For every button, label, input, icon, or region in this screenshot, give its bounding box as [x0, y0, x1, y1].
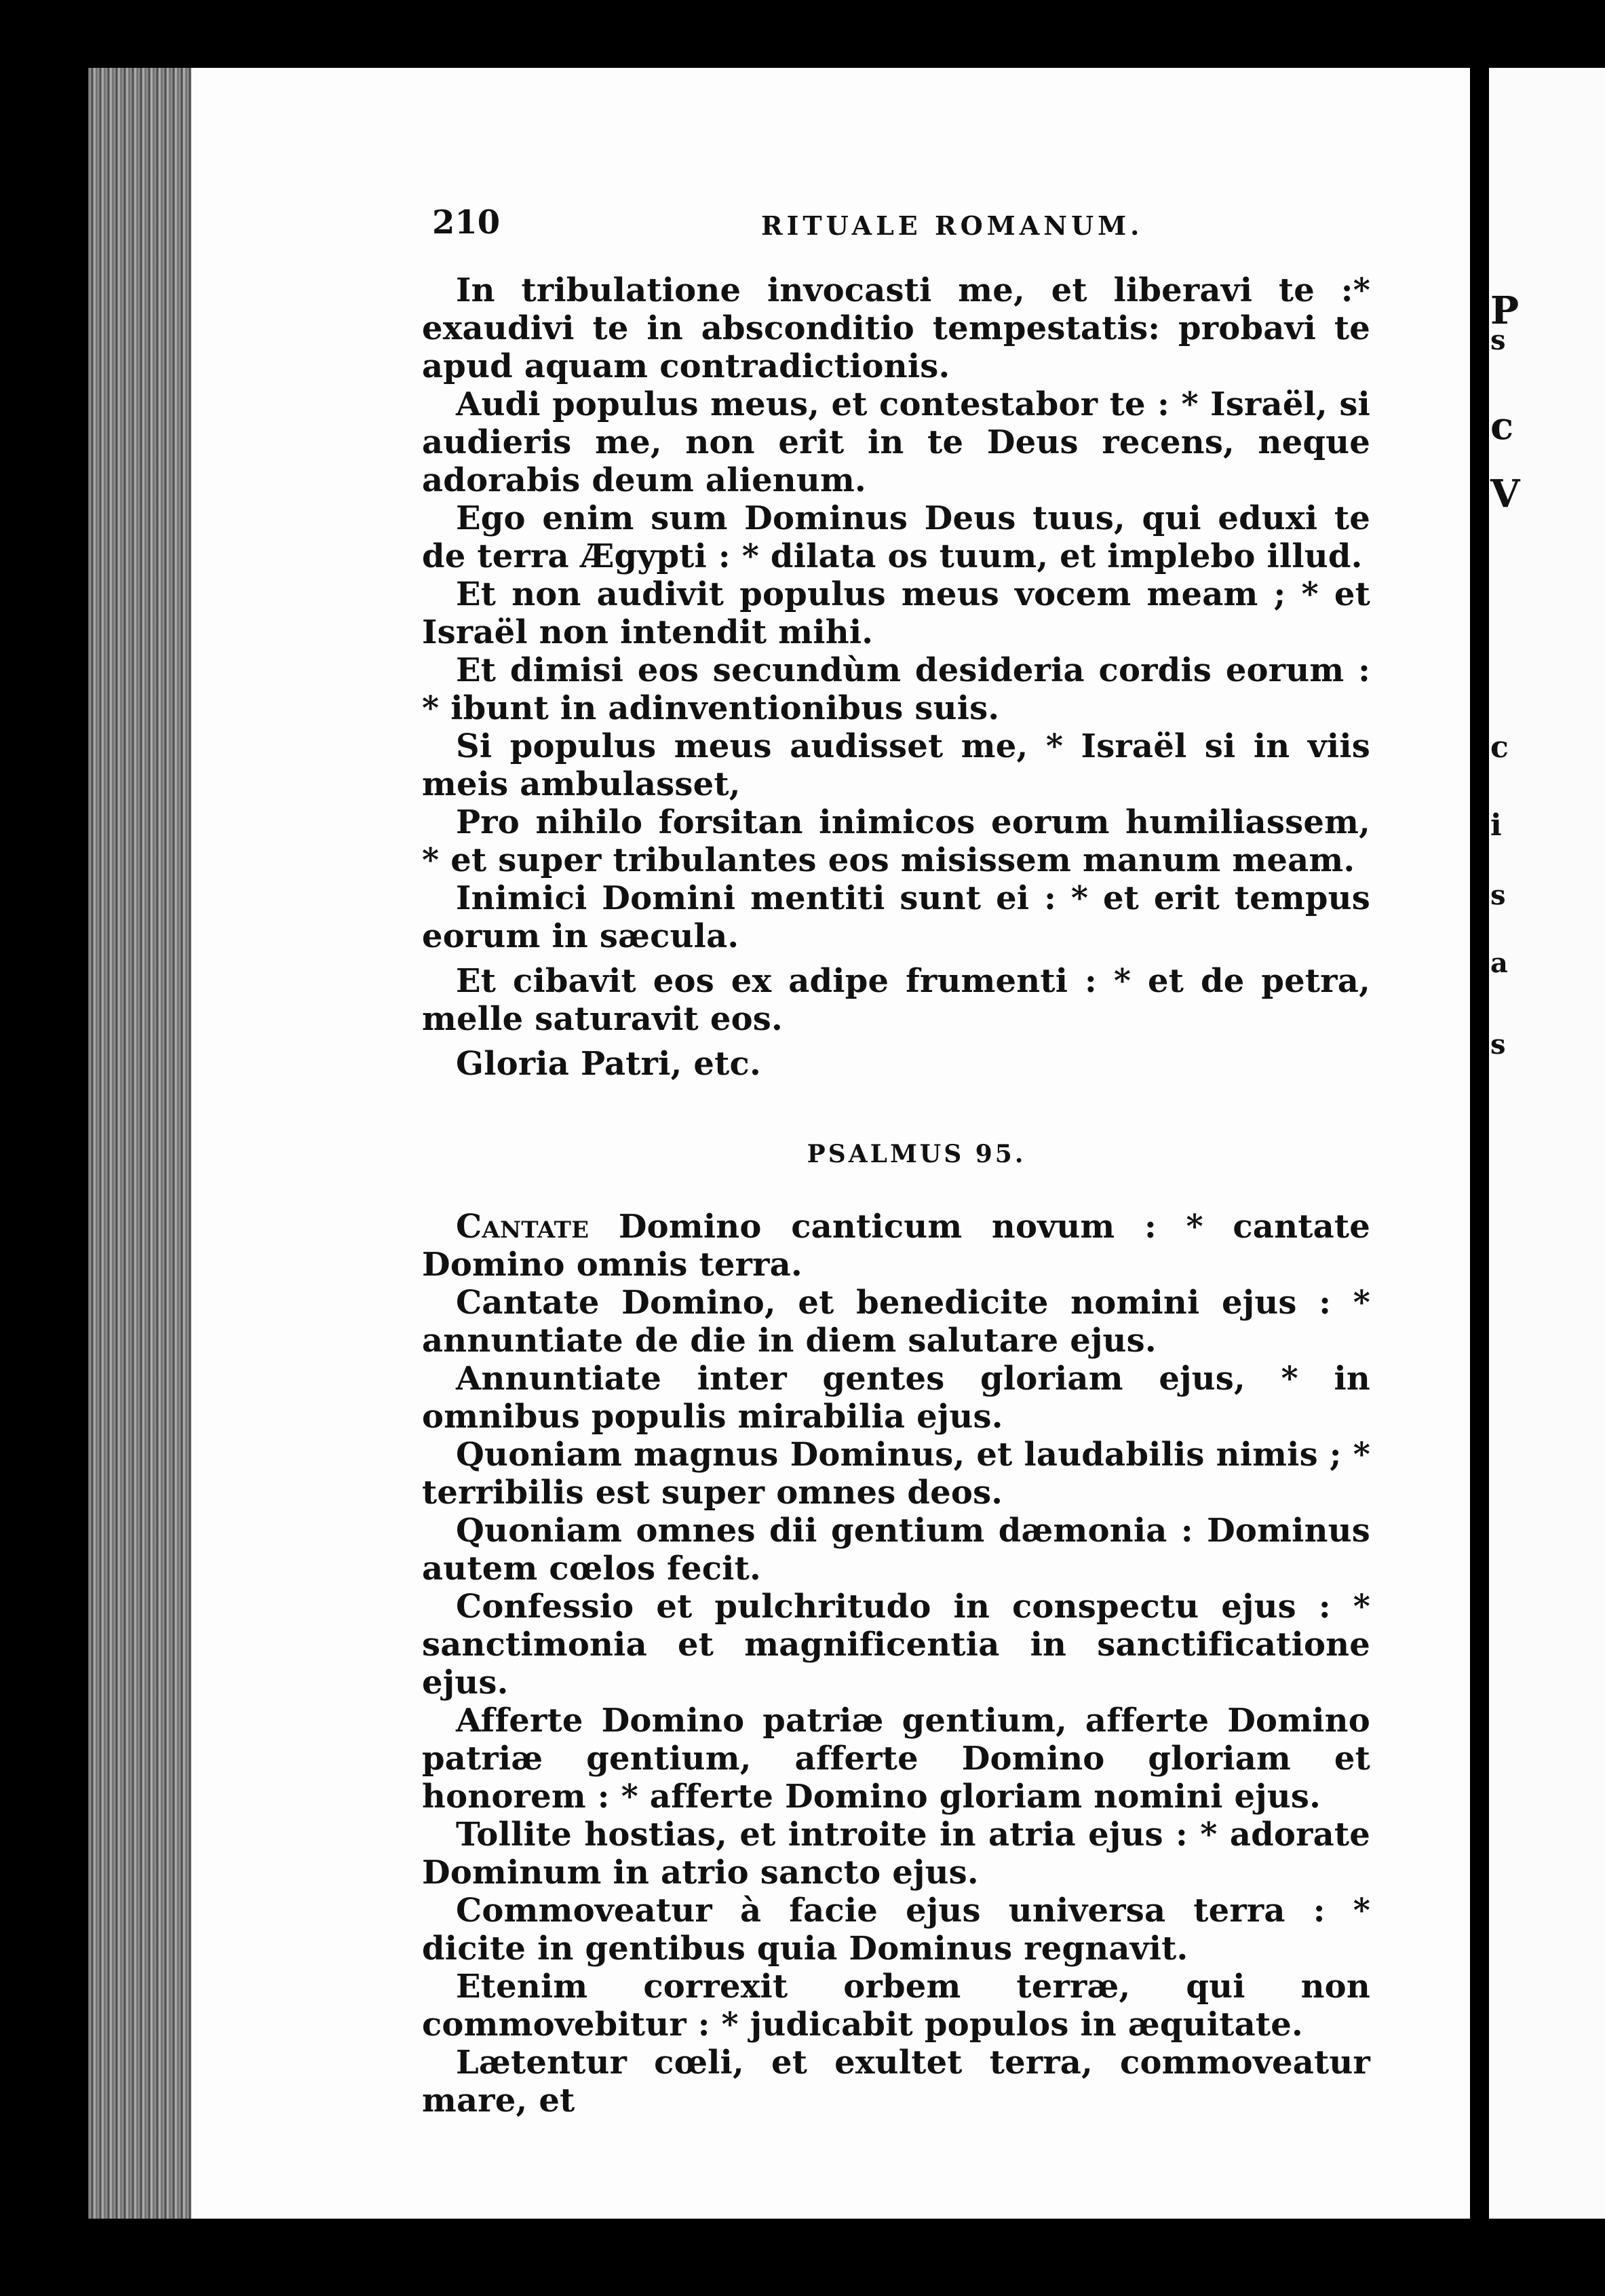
page-text [422, 271, 1370, 2120]
verse-paragraph: Et non audivit populus meus vocem meam ; * et Israël non intendit mihi. [422, 575, 1370, 651]
verse-paragraph: In tribulatione invocasti me, et liberavi te :* exaudivi te in absconditio tempestatis: probavi te apud aquam contradictionis. [422, 271, 1370, 385]
adjacent-page-fragment [1489, 68, 1605, 2219]
psalm-first-verse-text: Domino canticum novum : * cantate Domino omnis terra. [422, 1208, 1370, 1284]
verse-paragraph: Ego enim sum Dominus Deus tuus, qui eduxi te de terra Ægypti : * dilata os tuum, et implebo illud. [422, 499, 1370, 575]
adjacent-page-letter: i [1490, 808, 1502, 843]
verse-paragraph: Tollite hostias, et introite in atria ejus : * adorate Dominum in atrio sancto ejus. [422, 1816, 1370, 1892]
verse-paragraph: Quoniam magnus Dominus, et laudabilis nimis ; * terribilis est super omnes deos. [422, 1436, 1370, 1512]
book-page-edges [88, 68, 193, 2219]
verse-paragraph: Lætentur cœli, et exultet terra, commoveatur mare, et [422, 2044, 1370, 2120]
running-title: RITUALE ROMANUM. [761, 210, 1144, 241]
adjacent-page-letter: s [1490, 1029, 1506, 1060]
adjacent-page-letter: a [1490, 947, 1508, 979]
verse-paragraph: Confessio et pulchritudo in conspectu ejus : * sanctimonia et magnificentia in sanctificatione ejus. [422, 1588, 1370, 1702]
psalm-heading: PSALMUS 95. [807, 1140, 1026, 1168]
verse-paragraph: Annuntiate inter gentes gloriam ejus, * in omnibus populis mirabilia ejus. [422, 1360, 1370, 1436]
adjacent-page-letter: c [1490, 404, 1514, 448]
verse-paragraph: Commoveatur à facie ejus universa terra : * dicite in gentibus quia Dominus regnavit. [422, 1892, 1370, 1968]
verse-paragraph: Et cibavit eos ex adipe frumenti : * et de petra, melle saturavit eos. [422, 962, 1370, 1038]
verse-paragraph: Pro nihilo forsitan inimicos eorum humiliassem, * et super tribulantes eos misissem manum meam. [422, 803, 1370, 879]
verse-paragraph: Etenim correxit orbem terræ, qui non commovebitur : * judicabit populos in æquitate. [422, 1968, 1370, 2044]
doxology-line: Gloria Patri, etc. [456, 1045, 761, 1083]
verse-paragraph: Audi populus meus, et contestabor te : * Israël, si audieris me, non erit in te Deus recens, neque adorabis deum alienum. [422, 385, 1370, 499]
psalm-first-word: Cantate [456, 1208, 589, 1246]
psalm-first-verse [422, 1208, 1370, 1284]
adjacent-page-letter: s [1490, 324, 1506, 356]
verse-paragraph: Et dimisi eos secundùm desideria cordis eorum : * ibunt in adinventionibus suis. [422, 651, 1370, 727]
verse-paragraph: Inimici Domini mentiti sunt ei : * et erit tempus eorum in sæcula. [422, 879, 1370, 955]
verse-paragraph: Quoniam omnes dii gentium dæmonia : Dominus autem cœlos fecit. [422, 1512, 1370, 1588]
verse-paragraph: Afferte Domino patriæ gentium, afferte Domino patriæ gentium, afferte Domino gloriam et honorem : * afferte Domino gloriam nomini ejus. [422, 1702, 1370, 1816]
adjacent-page-letter: s [1490, 879, 1506, 911]
adjacent-page-letter: P [1490, 288, 1520, 333]
page-number: 210 [432, 204, 501, 242]
verse-paragraph: Si populus meus audisset me, * Israël si in viis meis ambulasset, [422, 727, 1370, 803]
adjacent-page-letter: c [1490, 730, 1509, 765]
adjacent-page-letter: V [1490, 472, 1520, 516]
verse-paragraph: Cantate Domino, et benedicite nomini ejus : * annuntiate de die in diem salutare ejus. [422, 1284, 1370, 1360]
